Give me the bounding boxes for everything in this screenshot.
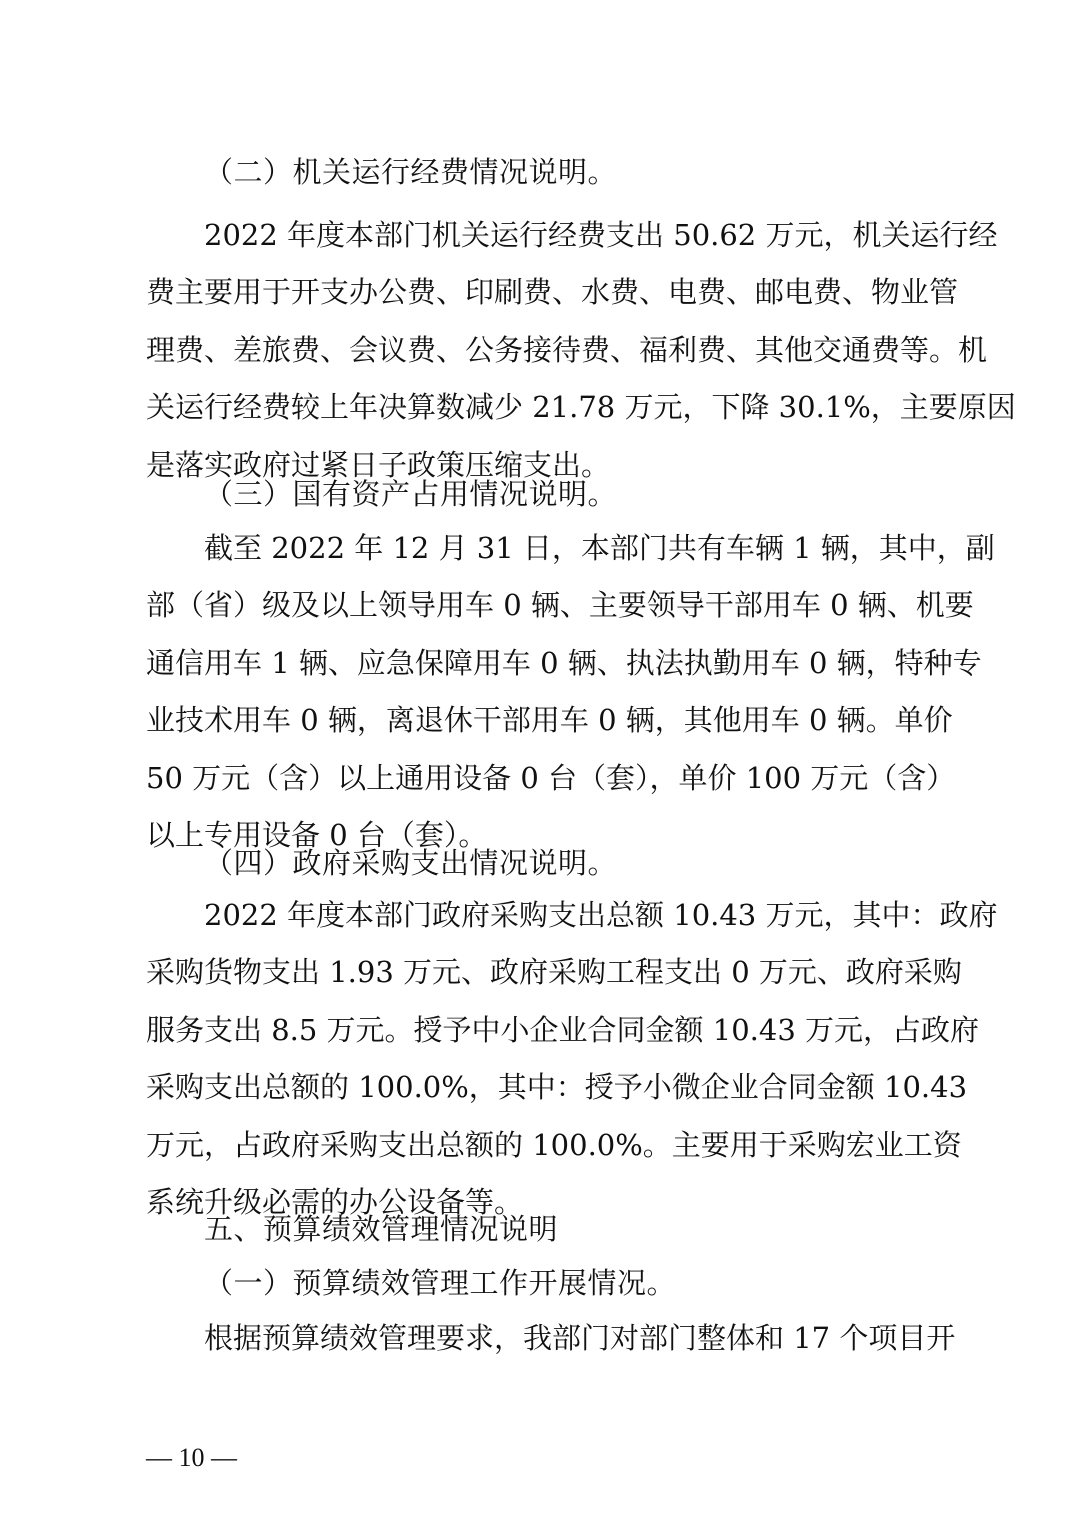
paragraph-line: 2022 年度本部门机关运行经费支出 50.62 万元，机关运行经 (204, 218, 998, 252)
paragraph-line: 万元，占政府采购支出总额的 100.0%。主要用于采购宏业工资 (146, 1127, 962, 1162)
section-heading-operating-expenses: （二）机关运行经费情况说明。 (204, 155, 618, 189)
paragraph-line: 采购货物支出 1.93 万元、政府采购工程支出 0 万元、政府采购 (146, 955, 962, 990)
paragraph-line: 是落实政府过紧日子政策压缩支出。 (146, 447, 611, 482)
section-heading-performance-work: （一）预算绩效管理工作开展情况。 (204, 1266, 677, 1300)
paragraph-operating-expenses (146, 207, 1016, 494)
paragraph-line: 费主要用于开支办公费、印刷费、水费、电费、邮电费、物业管 (146, 275, 959, 310)
section-heading-state-assets: （三）国有资产占用情况说明。 (204, 477, 618, 511)
paragraph-line: 截至 2022 年 12 月 31 日，本部门共有车辆 1 辆，其中，副 (204, 531, 995, 565)
paragraph-performance-work (146, 1310, 956, 1367)
section-heading-performance-management: 五、预算绩效管理情况说明 (204, 1212, 559, 1246)
section-heading-procurement: （四）政府采购支出情况说明。 (204, 846, 618, 880)
paragraph-line: 理费、差旅费、会议费、公务接待费、福利费、其他交通费等。机 (146, 332, 988, 367)
paragraph-line: 根据预算绩效管理要求，我部门对部门整体和 17 个项目开 (204, 1321, 956, 1355)
paragraph-line: 系统升级必需的办公设备等。 (146, 1184, 524, 1219)
paragraph-line: 部（省）级及以上领导用车 0 辆、主要领导干部用车 0 辆、机要 (146, 588, 974, 623)
paragraph-line: 服务支出 8.5 万元。授予中小企业合同金额 10.43 万元，占政府 (146, 1012, 980, 1047)
paragraph-line: 2022 年度本部门政府采购支出总额 10.43 万元，其中：政府 (204, 898, 998, 932)
paragraph-line: 通信用车 1 辆、应急保障用车 0 辆、执法执勤用车 0 辆，特种专 (146, 645, 982, 680)
page-number: — 10 — (146, 1443, 237, 1472)
paragraph-line: 关运行经费较上年决算数减少 21.78 万元，下降 30.1%，主要原因 (146, 390, 1016, 425)
paragraph-line: 采购支出总额的 100.0%，其中：授予小微企业合同金额 10.43 (146, 1070, 968, 1105)
paragraph-line: 业技术用车 0 辆，离退休干部用车 0 辆，其他用车 0 辆。单价 (146, 703, 953, 738)
paragraph-procurement (146, 887, 998, 1231)
paragraph-state-assets (146, 520, 995, 864)
paragraph-line: 以上专用设备 0 台（套）。 (146, 817, 488, 852)
paragraph-line: 50 万元（含）以上通用设备 0 台（套），单价 100 万元（含） (146, 760, 956, 795)
